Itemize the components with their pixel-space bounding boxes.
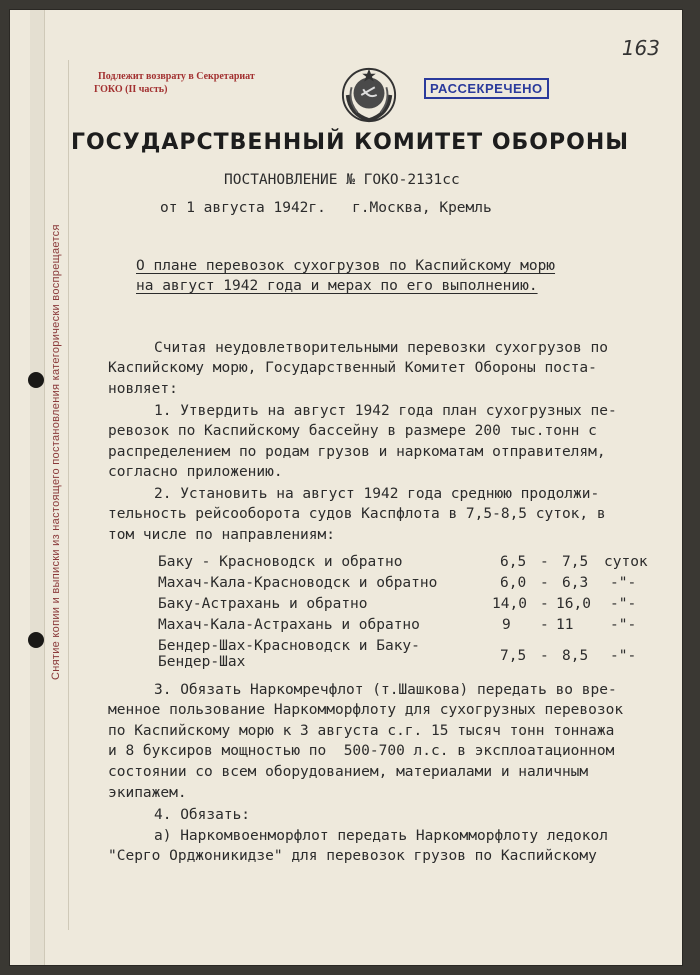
- item1-line-4: согласно приложению.: [108, 464, 283, 480]
- route-min: 7,5: [500, 648, 527, 664]
- route-dash: -: [540, 554, 549, 570]
- copy-prohibition-note: Снятие копии и выписки из настоящего постановления категорически воспрещается: [50, 224, 62, 680]
- route-min: 6,5: [500, 554, 527, 570]
- item2-line-3: том числе по направлениям:: [108, 527, 335, 543]
- route-dash: -: [540, 648, 549, 664]
- item3-line-1: 3. Обязать Наркомречфлот (т.Шашкова) передать во вре-: [154, 682, 617, 698]
- preamble-line-2: Каспийскому морю, Государственный Комитет Обороны поста-: [108, 360, 597, 376]
- margin-rule: [68, 60, 69, 930]
- ussr-emblem-icon: [340, 66, 398, 124]
- punch-hole: [28, 372, 44, 388]
- item4-line-1: 4. Обязать:: [154, 807, 251, 823]
- preamble-line-3: новляет:: [108, 381, 178, 397]
- route-name: Баку-Астрахань и обратно: [158, 596, 368, 612]
- return-note-line1: Подлежит возврату в Секретариат: [98, 71, 255, 82]
- item3-line-5: состоянии со всем оборудованием, материалами и наличным: [108, 764, 589, 780]
- route-dash: -: [540, 575, 549, 591]
- committee-heading: ГОСУДАРСТВЕННЫЙ КОМИТЕТ ОБОРОНЫ: [70, 130, 630, 155]
- item2-line-1: 2. Установить на август 1942 года среднюю продолжи-: [154, 486, 600, 502]
- item1-line-3: распределением по родам грузов и наркоматам отправителям,: [108, 444, 606, 460]
- route-unit: -"-: [610, 648, 637, 664]
- item3-line-6: экипажем.: [108, 785, 187, 801]
- route-min: 6,0: [500, 575, 527, 591]
- item2-line-2: тельность рейсооборота судов Каспфлота в 7,5-8,5 суток, в: [108, 506, 606, 522]
- punch-hole: [28, 632, 44, 648]
- route-dash: -: [540, 617, 549, 633]
- route-max: 6,3: [562, 575, 589, 591]
- item4-line-3: "Серго Орджоникидзе" для перевозок грузов по Каспийскому: [108, 848, 597, 864]
- route-max: 7,5: [562, 554, 589, 570]
- item3-line-4: и 8 буксиров мощностью по 500-700 л.с. в эксплоатационном: [108, 743, 615, 759]
- subject-line-2: на август 1942 года и мерах по его выполнению.: [136, 278, 538, 294]
- page-number: 163: [621, 36, 660, 60]
- preamble-line-1: Считая неудовлетворительными перевозки сухогрузов по: [154, 340, 608, 356]
- declassified-stamp: РАССЕКРЕЧЕНО: [424, 78, 549, 99]
- route-name: Махач-Кала-Красноводск и обратно: [158, 575, 438, 591]
- route-min: 14,0: [492, 596, 527, 612]
- route-name: Бендер-Шах-Красноводск и Баку-: [158, 638, 420, 654]
- item3-line-3: по Каспийскому морю к 3 августа с.г. 15 тысяч тонн тоннажа: [108, 723, 615, 739]
- return-note: [94, 70, 298, 96]
- route-unit: суток: [604, 554, 648, 570]
- route-dash: -: [540, 596, 549, 612]
- item1-line-1: 1. Утвердить на август 1942 года план сухогрузных пе-: [154, 403, 617, 419]
- route-name: Махач-Кала-Астрахань и обратно: [158, 617, 420, 633]
- date-place-line: от 1 августа 1942г. г.Москва, Кремль: [160, 200, 492, 216]
- route-min: 9: [502, 617, 511, 633]
- subject-line-1: О плане перевозок сухогрузов по Каспийскому морю: [136, 258, 556, 274]
- decree-number: ПОСТАНОВЛЕНИЕ № ГОКО-2131сс: [224, 172, 460, 188]
- route-unit: -"-: [610, 596, 637, 612]
- route-max: 11: [556, 617, 574, 633]
- route-max: 16,0: [556, 596, 591, 612]
- route-max: 8,5: [562, 648, 589, 664]
- route-unit: -"-: [610, 617, 637, 633]
- route-unit: -"-: [610, 575, 637, 591]
- item3-line-2: менное пользование Наркомморфлоту для сухогрузных перевозок: [108, 702, 624, 718]
- route-name-cont: Бендер-Шах: [158, 654, 246, 670]
- item4-line-2: а) Наркомвоенморфлот передать Наркомморфлоту ледокол: [154, 828, 608, 844]
- return-note-line2: ГОКО (II часть): [94, 84, 168, 95]
- route-name: Баку - Красноводск и обратно: [158, 554, 403, 570]
- item1-line-2: ревозок по Каспийскому бассейну в размере 200 тыс.тонн с: [108, 423, 597, 439]
